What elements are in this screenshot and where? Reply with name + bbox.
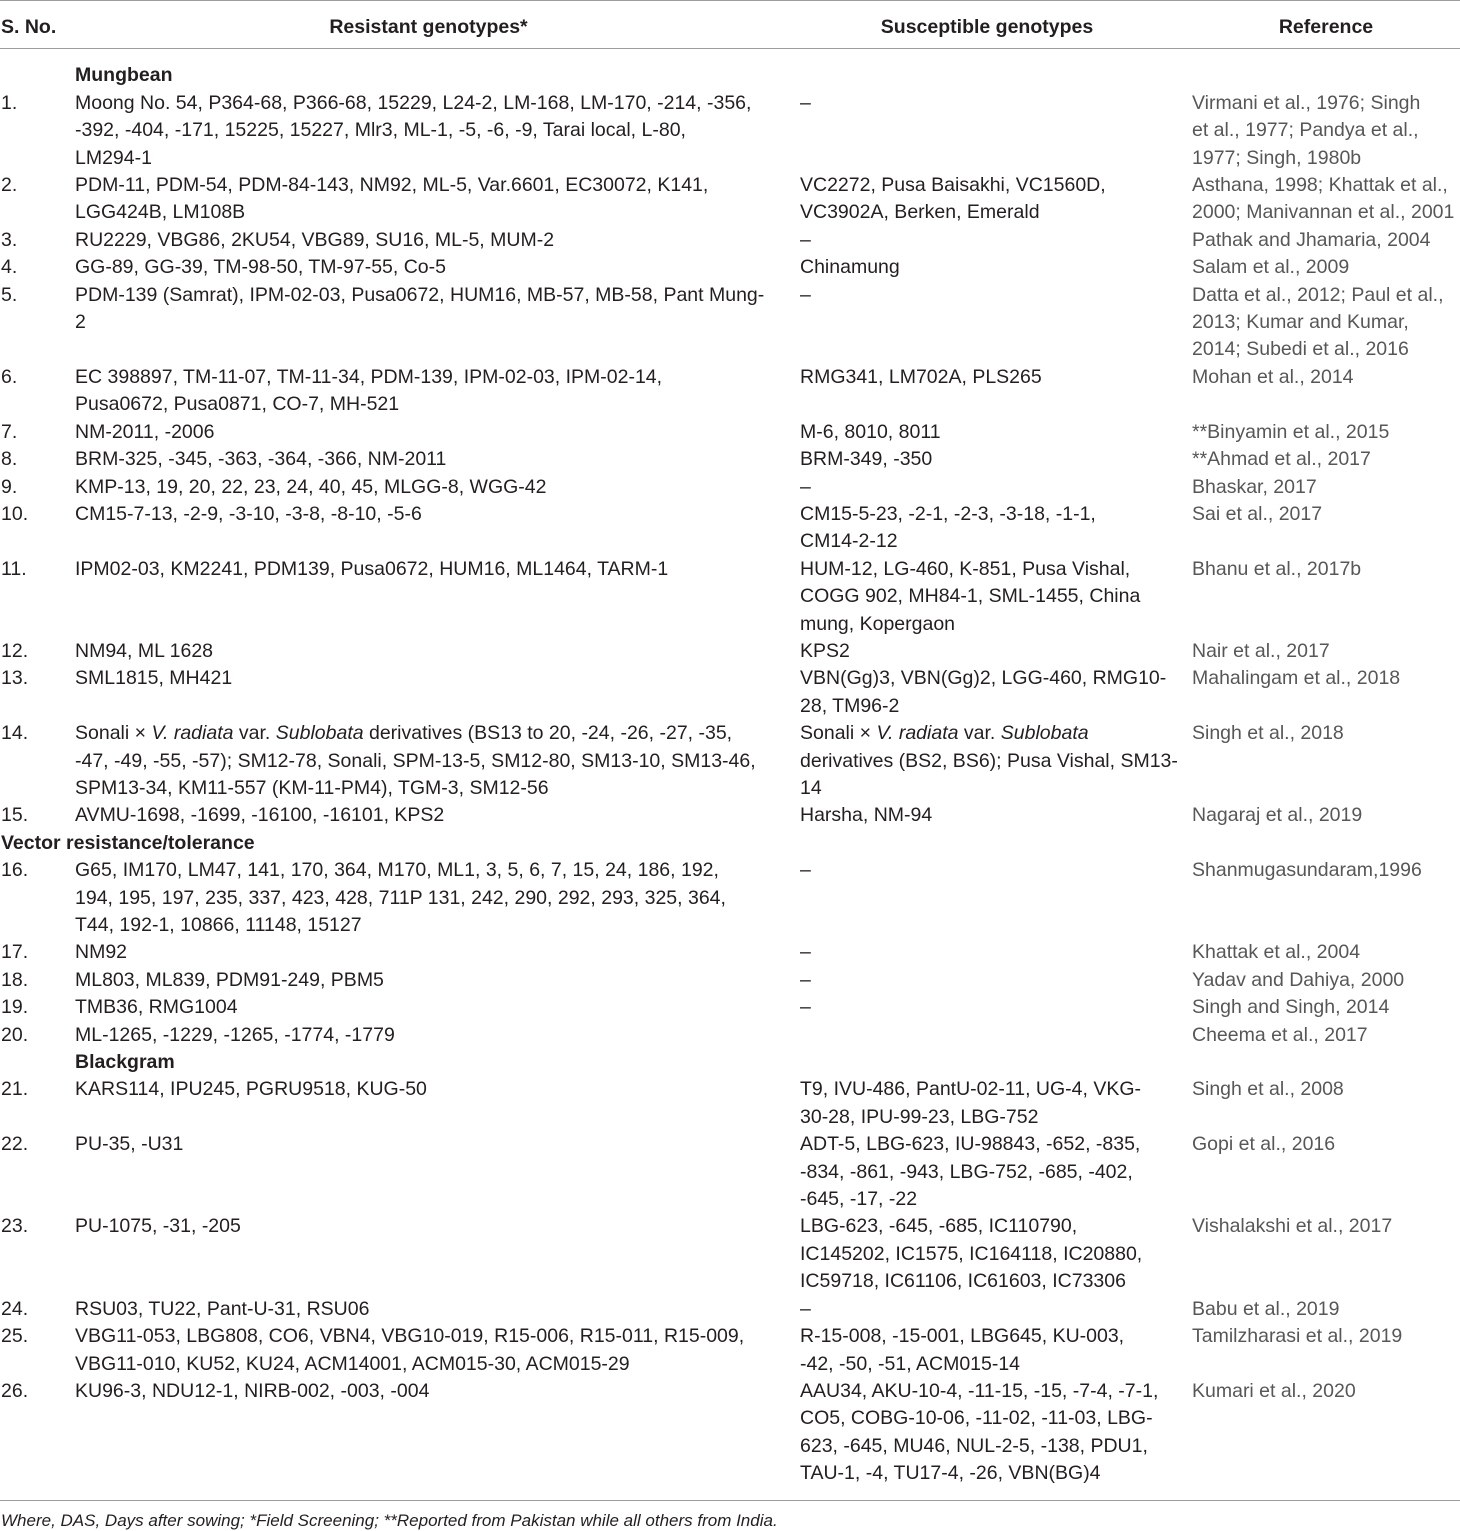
- table-row: [0, 1022, 1460, 1049]
- susceptible-line: ADT-5, LBG-623, IU-98843, -652, -835,: [800, 1133, 1141, 1156]
- reference-cell: [1192, 994, 1460, 1021]
- sno-cell: [0, 967, 75, 994]
- sno-cell: [0, 1076, 75, 1131]
- serial-number: 2.: [1, 174, 18, 197]
- table-row: [0, 1296, 1460, 1323]
- reference-line: 2000; Manivannan et al., 2001: [1192, 201, 1455, 224]
- table-bottom-rule: [0, 1500, 1460, 1501]
- reference-line: Mohan et al., 2014: [1192, 365, 1354, 388]
- resistant-line: NM-2011, -2006: [75, 420, 215, 443]
- sno-cell: [0, 556, 75, 638]
- resistant-cell: [75, 364, 800, 419]
- resistant-cell: [75, 282, 800, 364]
- reference-cell: [1192, 1378, 1460, 1488]
- table-row: [0, 556, 1460, 638]
- sno-cell: [0, 364, 75, 419]
- serial-number: 5.: [1, 283, 18, 306]
- serial-number: 3.: [1, 228, 18, 251]
- resistant-line: PU-1075, -31, -205: [75, 1215, 241, 1238]
- reference-cell: [1192, 1022, 1460, 1049]
- resistant-line: [75, 720, 800, 747]
- resistant-cell: [75, 1296, 800, 1323]
- resistant-line: GG-89, GG-39, TM-98-50, TM-97-55, Co-5: [75, 256, 446, 279]
- resistant-line: G65, IM170, LM47, 141, 170, 364, M170, ML1, 3, 5, 6, 7, 15, 24, 186, 192,: [75, 859, 719, 882]
- susceptible-line: AAU34, AKU-10-4, -11-15, -15, -7-4, -7-1,: [800, 1379, 1159, 1402]
- table-row: [0, 1131, 1460, 1213]
- sno-cell: [0, 1378, 75, 1488]
- resistant-cell: [75, 1378, 800, 1488]
- resistant-line: 2: [75, 311, 86, 334]
- serial-number: 19.: [1, 996, 29, 1019]
- susceptible-line: M-6, 8010, 8011: [800, 420, 941, 443]
- resistant-cell: [75, 1323, 800, 1378]
- susceptible-cell: [800, 1296, 1192, 1323]
- susceptible-line: BRM-349, -350: [800, 448, 933, 471]
- susceptible-line: CM14-2-12: [800, 530, 898, 553]
- susceptible-line: COGG 902, MH84-1, SML-1455, China: [800, 585, 1141, 608]
- resistant-line: PDM-11, PDM-54, PDM-84-143, NM92, ML-5, Var.6601, EC30072, K141,: [75, 174, 709, 197]
- reference-cell: [1192, 254, 1460, 281]
- header-reference-label: Reference: [1278, 16, 1374, 38]
- susceptible-line: -834, -861, -943, LBG-752, -685, -402,: [800, 1160, 1133, 1183]
- sno-cell: [0, 1213, 75, 1295]
- sno-cell: [0, 802, 75, 829]
- resistant-line: KMP-13, 19, 20, 22, 23, 24, 40, 45, MLGG-8, WGG-42: [75, 475, 547, 498]
- section-header-row: [0, 830, 1460, 857]
- resistant-cell: [75, 665, 800, 720]
- sno-cell: [0, 994, 75, 1021]
- susceptible-line: TAU-1, -4, TU17-4, -26, VBN(BG)4: [800, 1462, 1101, 1485]
- serial-number: 13.: [1, 667, 29, 690]
- serial-number: 16.: [1, 859, 29, 882]
- serial-number: 17.: [1, 941, 29, 964]
- table-row: [0, 638, 1460, 665]
- section-title: Vector resistance/tolerance: [1, 831, 255, 854]
- susceptible-line: –: [800, 283, 811, 306]
- susceptible-line: VC3902A, Berken, Emerald: [800, 201, 1040, 224]
- reference-line: Singh et al., 2018: [1192, 722, 1344, 745]
- reference-line: Nagaraj et al., 2019: [1192, 804, 1363, 827]
- italic-name: V. radiata: [876, 722, 959, 745]
- resistant-cell: [75, 720, 800, 802]
- susceptible-cell: [800, 638, 1192, 665]
- susceptible-line: –: [800, 996, 811, 1019]
- sno-cell: [0, 254, 75, 281]
- serial-number: 10.: [1, 502, 29, 525]
- text-segment: derivatives (BS13 to 20, -24, -26, -27, -35,: [363, 722, 733, 745]
- susceptible-cell: [800, 254, 1192, 281]
- sno-cell: [0, 1296, 75, 1323]
- section-header-row: [0, 49, 1460, 89]
- susceptible-line: KPS2: [800, 639, 850, 662]
- susceptible-cell: [800, 282, 1192, 364]
- sno-cell: [0, 665, 75, 720]
- section-header-row: [0, 1049, 1460, 1076]
- reference-cell: [1192, 1323, 1460, 1378]
- resistant-cell: [75, 501, 800, 556]
- table-row: [0, 802, 1460, 829]
- reference-cell: [1192, 556, 1460, 638]
- reference-cell: [1192, 501, 1460, 556]
- reference-line: Kumari et al., 2020: [1192, 1379, 1356, 1402]
- empty-cell: [0, 49, 75, 89]
- resistant-cell: [75, 1022, 800, 1049]
- susceptible-cell: [800, 1213, 1192, 1295]
- resistant-line: Moong No. 54, P364-68, P366-68, 15229, L24-2, LM-168, LM-170, -214, -356,: [75, 91, 752, 114]
- sno-cell: [0, 857, 75, 939]
- resistant-line: EC 398897, TM-11-07, TM-11-34, PDM-139, IPM-02-03, IPM-02-14,: [75, 365, 663, 388]
- reference-cell: [1192, 1076, 1460, 1131]
- susceptible-line: –: [800, 1297, 811, 1320]
- header-resistant-label: Resistant genotypes*: [329, 16, 528, 38]
- reference-cell: [1192, 446, 1460, 473]
- resistant-cell: [75, 172, 800, 227]
- susceptible-cell: [800, 1323, 1192, 1378]
- serial-number: 8.: [1, 448, 18, 471]
- susceptible-line: Harsha, NM-94: [800, 804, 933, 827]
- resistant-line: RU2229, VBG86, 2KU54, VBG89, SU16, ML-5, MUM-2: [75, 228, 555, 251]
- resistant-line: VBG11-010, KU52, KU24, ACM14001, ACM015-30, ACM015-29: [75, 1352, 630, 1375]
- italic-name: Sublobata: [1000, 722, 1089, 745]
- resistant-cell: [75, 90, 800, 172]
- reference-cell: [1192, 720, 1460, 802]
- susceptible-cell: [800, 1131, 1192, 1213]
- serial-number: 23.: [1, 1215, 29, 1238]
- reference-line: **Ahmad et al., 2017: [1192, 448, 1371, 471]
- susceptible-line: HUM-12, LG-460, K-851, Pusa Vishal,: [800, 557, 1131, 580]
- serial-number: 4.: [1, 256, 18, 279]
- reference-cell: [1192, 857, 1460, 939]
- serial-number: 9.: [1, 475, 18, 498]
- reference-line: Datta et al., 2012; Paul et al.,: [1192, 283, 1444, 306]
- table-row: [0, 1076, 1460, 1131]
- table-row: [0, 254, 1460, 281]
- resistant-line: ML-1265, -1229, -1265, -1774, -1779: [75, 1023, 395, 1046]
- resistant-cell: [75, 1131, 800, 1213]
- susceptible-line: –: [800, 228, 811, 251]
- reference-line: Nair et al., 2017: [1192, 639, 1330, 662]
- reference-cell: [1192, 1296, 1460, 1323]
- susceptible-line: 28, TM96-2: [800, 694, 900, 717]
- reference-line: Singh and Singh, 2014: [1192, 996, 1390, 1019]
- reference-cell: [1192, 1213, 1460, 1295]
- susceptible-line: VC2272, Pusa Baisakhi, VC1560D,: [800, 174, 1106, 197]
- reference-line: Khattak et al., 2004: [1192, 941, 1361, 964]
- susceptible-line: –: [800, 475, 811, 498]
- text-segment: var.: [233, 722, 276, 745]
- resistant-line: Pusa0672, Pusa0871, CO-7, MH-521: [75, 393, 400, 416]
- sno-cell: [0, 501, 75, 556]
- reference-line: Singh et al., 2008: [1192, 1078, 1344, 1101]
- resistant-cell: [75, 939, 800, 966]
- resistant-line: SPM13-34, KM11-557 (KM-11-PM4), TGM-3, SM12-56: [75, 776, 549, 799]
- table-row: [0, 1323, 1460, 1378]
- table-row: [0, 1213, 1460, 1295]
- header-susceptible-label: Susceptible genotypes: [880, 16, 1094, 38]
- sno-cell: [0, 474, 75, 501]
- sno-cell: [0, 419, 75, 446]
- serial-number: 1.: [1, 91, 18, 114]
- susceptible-cell: [800, 474, 1192, 501]
- susceptible-line: mung, Kopergaon: [800, 612, 956, 635]
- susceptible-line: VBN(Gg)3, VBN(Gg)2, LGG-460, RMG10-: [800, 667, 1167, 690]
- resistant-line: -392, -404, -171, 15225, 15227, Mlr3, ML-1, -5, -6, -9, Tarai local, L-80,: [75, 119, 686, 142]
- sno-cell: [0, 446, 75, 473]
- resistant-line: SML1815, MH421: [75, 667, 233, 690]
- serial-number: 22.: [1, 1133, 29, 1156]
- serial-number: 18.: [1, 968, 29, 991]
- serial-number: 7.: [1, 420, 18, 443]
- resistant-line: -47, -49, -55, -57); SM12-78, Sonali, SPM-13-5, SM12-80, SM13-10, SM13-46,: [75, 749, 756, 772]
- reference-line: Bhaskar, 2017: [1192, 475, 1317, 498]
- table-row: [0, 282, 1460, 364]
- susceptible-line: 30-28, IPU-99-23, LBG-752: [800, 1105, 1039, 1128]
- susceptible-cell: [800, 90, 1192, 172]
- text-segment: var.: [958, 722, 1001, 745]
- susceptible-line: LBG-623, -645, -685, IC110790,: [800, 1215, 1078, 1238]
- table-row: [0, 501, 1460, 556]
- reference-cell: [1192, 419, 1460, 446]
- susceptible-line: 623, -645, MU46, NUL-2-5, -138, PDU1,: [800, 1434, 1148, 1457]
- reference-line: et al., 1977; Pandya et al.,: [1192, 119, 1419, 142]
- susceptible-line: 14: [800, 776, 822, 799]
- reference-line: Babu et al., 2019: [1192, 1297, 1340, 1320]
- section-title: Mungbean: [75, 64, 173, 87]
- reference-cell: [1192, 939, 1460, 966]
- susceptible-line: CM15-5-23, -2-1, -2-3, -3-18, -1-1,: [800, 502, 1096, 525]
- susceptible-cell: [800, 227, 1192, 254]
- resistant-line: PU-35, -U31: [75, 1133, 184, 1156]
- resistant-line: AVMU-1698, -1699, -16100, -16101, KPS2: [75, 804, 445, 827]
- sno-cell: [0, 90, 75, 172]
- susceptible-cell: [800, 857, 1192, 939]
- section-blackgram: [0, 1049, 1460, 1488]
- italic-name: Sublobata: [275, 722, 364, 745]
- reference-line: 1977; Singh, 1980b: [1192, 146, 1362, 169]
- sno-cell: [0, 939, 75, 966]
- table-row: [0, 227, 1460, 254]
- reference-cell: [1192, 90, 1460, 172]
- section-title: Blackgram: [75, 1051, 175, 1074]
- table-row: [0, 446, 1460, 473]
- table-row: [0, 419, 1460, 446]
- resistant-line: 194, 195, 197, 235, 337, 423, 428, 711P 131, 242, 290, 292, 293, 325, 364,: [75, 886, 726, 909]
- susceptible-line: CO5, COBG-10-06, -11-02, -11-03, LBG-: [800, 1407, 1153, 1430]
- serial-number: 26.: [1, 1379, 29, 1402]
- reference-line: Bhanu et al., 2017b: [1192, 557, 1362, 580]
- reference-cell: [1192, 665, 1460, 720]
- table-row: [0, 1378, 1460, 1488]
- section-mungbean: [0, 49, 1460, 829]
- table-row: [0, 994, 1460, 1021]
- header-resistant: [75, 0, 800, 49]
- susceptible-line: –: [800, 968, 811, 991]
- susceptible-cell: [800, 720, 1192, 802]
- reference-line: Pathak and Jhamaria, 2004: [1192, 228, 1431, 251]
- susceptible-cell: [800, 1076, 1192, 1131]
- sno-cell: [0, 282, 75, 364]
- reference-cell: [1192, 474, 1460, 501]
- serial-number: 11.: [1, 557, 27, 580]
- resistant-line: IPM02-03, KM2241, PDM139, Pusa0672, HUM16, ML1464, TARM-1: [75, 557, 669, 580]
- susceptible-cell: [800, 939, 1192, 966]
- resistant-line: BRM-325, -345, -363, -364, -366, NM-2011: [75, 448, 447, 471]
- reference-line: Gopi et al., 2016: [1192, 1133, 1336, 1156]
- reference-cell: [1192, 172, 1460, 227]
- header-sno: [0, 0, 75, 49]
- header-row: [0, 0, 1460, 49]
- susceptible-cell: [800, 556, 1192, 638]
- susceptible-line: R-15-008, -15-001, LBG645, KU-003,: [800, 1325, 1125, 1348]
- header-susceptible: [800, 0, 1192, 49]
- text-segment: Sonali ×: [800, 722, 877, 745]
- table-row: [0, 172, 1460, 227]
- reference-line: Salam et al., 2009: [1192, 256, 1350, 279]
- table-row: [0, 364, 1460, 419]
- sno-cell: [0, 720, 75, 802]
- header-sno-label: S. No.: [1, 16, 57, 38]
- header-reference: [1192, 0, 1460, 49]
- susceptible-cell: [800, 967, 1192, 994]
- resistant-cell: [75, 474, 800, 501]
- table-footnote: Where, DAS, Days after sowing; *Field Screening; **Reported from Pakistan while all others from India.: [1, 1510, 778, 1530]
- table-row: [0, 90, 1460, 172]
- text-segment: Sonali ×: [75, 722, 152, 745]
- resistant-cell: [75, 967, 800, 994]
- reference-line: 2013; Kumar and Kumar,: [1192, 311, 1409, 334]
- susceptible-line: [800, 720, 1192, 747]
- susceptible-cell: [800, 501, 1192, 556]
- reference-line: Cheema et al., 2017: [1192, 1023, 1368, 1046]
- table-row: [0, 939, 1460, 966]
- resistant-line: CM15-7-13, -2-9, -3-10, -3-8, -8-10, -5-6: [75, 502, 422, 525]
- resistant-line: VBG11-053, LBG808, CO6, VBN4, VBG10-019, R15-006, R15-011, R15-009,: [75, 1325, 745, 1348]
- susceptible-cell: [800, 665, 1192, 720]
- resistant-line: RSU03, TU22, Pant-U-31, RSU06: [75, 1297, 370, 1320]
- resistant-line: LGG424B, LM108B: [75, 201, 246, 224]
- sno-cell: [0, 1022, 75, 1049]
- reference-line: 2014; Subedi et al., 2016: [1192, 338, 1409, 361]
- resistant-cell: [75, 227, 800, 254]
- resistant-cell: [75, 857, 800, 939]
- reference-cell: [1192, 1131, 1460, 1213]
- susceptible-cell: [800, 446, 1192, 473]
- empty-cell: [0, 1049, 75, 1076]
- resistant-cell: [75, 419, 800, 446]
- serial-number: 14.: [1, 722, 29, 745]
- table-header: [0, 0, 1460, 49]
- resistant-cell: [75, 638, 800, 665]
- resistant-line: NM92: [75, 941, 128, 964]
- reference-cell: [1192, 802, 1460, 829]
- table-row: [0, 474, 1460, 501]
- resistant-line: T44, 192-1, 10866, 11148, 15127: [75, 914, 362, 936]
- serial-number: 25.: [1, 1325, 29, 1348]
- serial-number: 15.: [1, 804, 29, 827]
- table-row: [0, 720, 1460, 802]
- sno-cell: [0, 638, 75, 665]
- susceptible-line: -645, -17, -22: [800, 1188, 918, 1211]
- table-row: [0, 665, 1460, 720]
- resistant-cell: [75, 802, 800, 829]
- resistant-cell: [75, 994, 800, 1021]
- susceptible-line: -42, -50, -51, ACM015-14: [800, 1352, 1021, 1375]
- susceptible-cell: [800, 1378, 1192, 1488]
- susceptible-line: IC59718, IC61106, IC61603, IC73306: [800, 1270, 1126, 1293]
- resistant-line: LM294-1: [75, 146, 152, 169]
- resistant-cell: [75, 1076, 800, 1131]
- susceptible-line: IC145202, IC1575, IC164118, IC20880,: [800, 1242, 1143, 1265]
- resistant-cell: [75, 1213, 800, 1295]
- reference-cell: [1192, 364, 1460, 419]
- resistant-cell: [75, 254, 800, 281]
- resistant-line: NM94, ML 1628: [75, 639, 214, 662]
- serial-number: 24.: [1, 1297, 29, 1320]
- susceptible-cell: [800, 172, 1192, 227]
- reference-line: Sai et al., 2017: [1192, 502, 1323, 525]
- reference-cell: [1192, 227, 1460, 254]
- serial-number: 20.: [1, 1023, 29, 1046]
- serial-number: 6.: [1, 365, 18, 388]
- reference-line: Yadav and Dahiya, 2000: [1192, 968, 1405, 991]
- susceptible-line: T9, IVU-486, PantU-02-11, UG-4, VKG-: [800, 1078, 1142, 1101]
- resistant-cell: [75, 556, 800, 638]
- susceptible-line: –: [800, 91, 811, 114]
- serial-number: 21.: [1, 1078, 29, 1101]
- table-row: [0, 857, 1460, 939]
- reference-cell: [1192, 282, 1460, 364]
- sno-cell: [0, 1131, 75, 1213]
- resistant-line: KU96-3, NDU12-1, NIRB-002, -003, -004: [75, 1379, 430, 1402]
- reference-cell: [1192, 638, 1460, 665]
- resistant-line: PDM-139 (Samrat), IPM-02-03, Pusa0672, HUM16, MB-57, MB-58, Pant Mung-: [75, 283, 765, 306]
- susceptible-cell: [800, 994, 1192, 1021]
- reference-line: Mahalingam et al., 2018: [1192, 667, 1401, 690]
- resistant-line: ML803, ML839, PDM91-249, PBM5: [75, 968, 384, 991]
- italic-name: V. radiata: [151, 722, 234, 745]
- reference-line: Asthana, 1998; Khattak et al.,: [1192, 174, 1448, 197]
- susceptible-cell: [800, 802, 1192, 829]
- resistant-line: KARS114, IPU245, PGRU9518, KUG-50: [75, 1078, 427, 1101]
- susceptible-line: RMG341, LM702A, PLS265: [800, 365, 1042, 388]
- reference-line: Virmani et al., 1976; Singh: [1192, 91, 1421, 114]
- susceptible-cell: [800, 419, 1192, 446]
- susceptible-cell: [800, 364, 1192, 419]
- resistant-line: TMB36, RMG1004: [75, 996, 238, 1019]
- susceptible-line: –: [800, 859, 811, 882]
- susceptible-cell: [800, 1022, 1192, 1049]
- serial-number: 12.: [1, 639, 29, 662]
- resistant-cell: [75, 446, 800, 473]
- sno-cell: [0, 172, 75, 227]
- reference-cell: [1192, 967, 1460, 994]
- reference-line: **Binyamin et al., 2015: [1192, 420, 1390, 443]
- reference-line: Tamilzharasi et al., 2019: [1192, 1325, 1403, 1348]
- susceptible-line: –: [800, 941, 811, 964]
- sno-cell: [0, 1323, 75, 1378]
- reference-line: Vishalakshi et al., 2017: [1192, 1215, 1393, 1238]
- susceptible-line: Chinamung: [800, 256, 900, 279]
- table-row: [0, 967, 1460, 994]
- reference-line: Shanmugasundaram,1996: [1192, 859, 1422, 882]
- susceptible-line: derivatives (BS2, BS6); Pusa Vishal, SM13-: [800, 749, 1178, 772]
- section-vector-resistance: [0, 830, 1460, 1049]
- sno-cell: [0, 227, 75, 254]
